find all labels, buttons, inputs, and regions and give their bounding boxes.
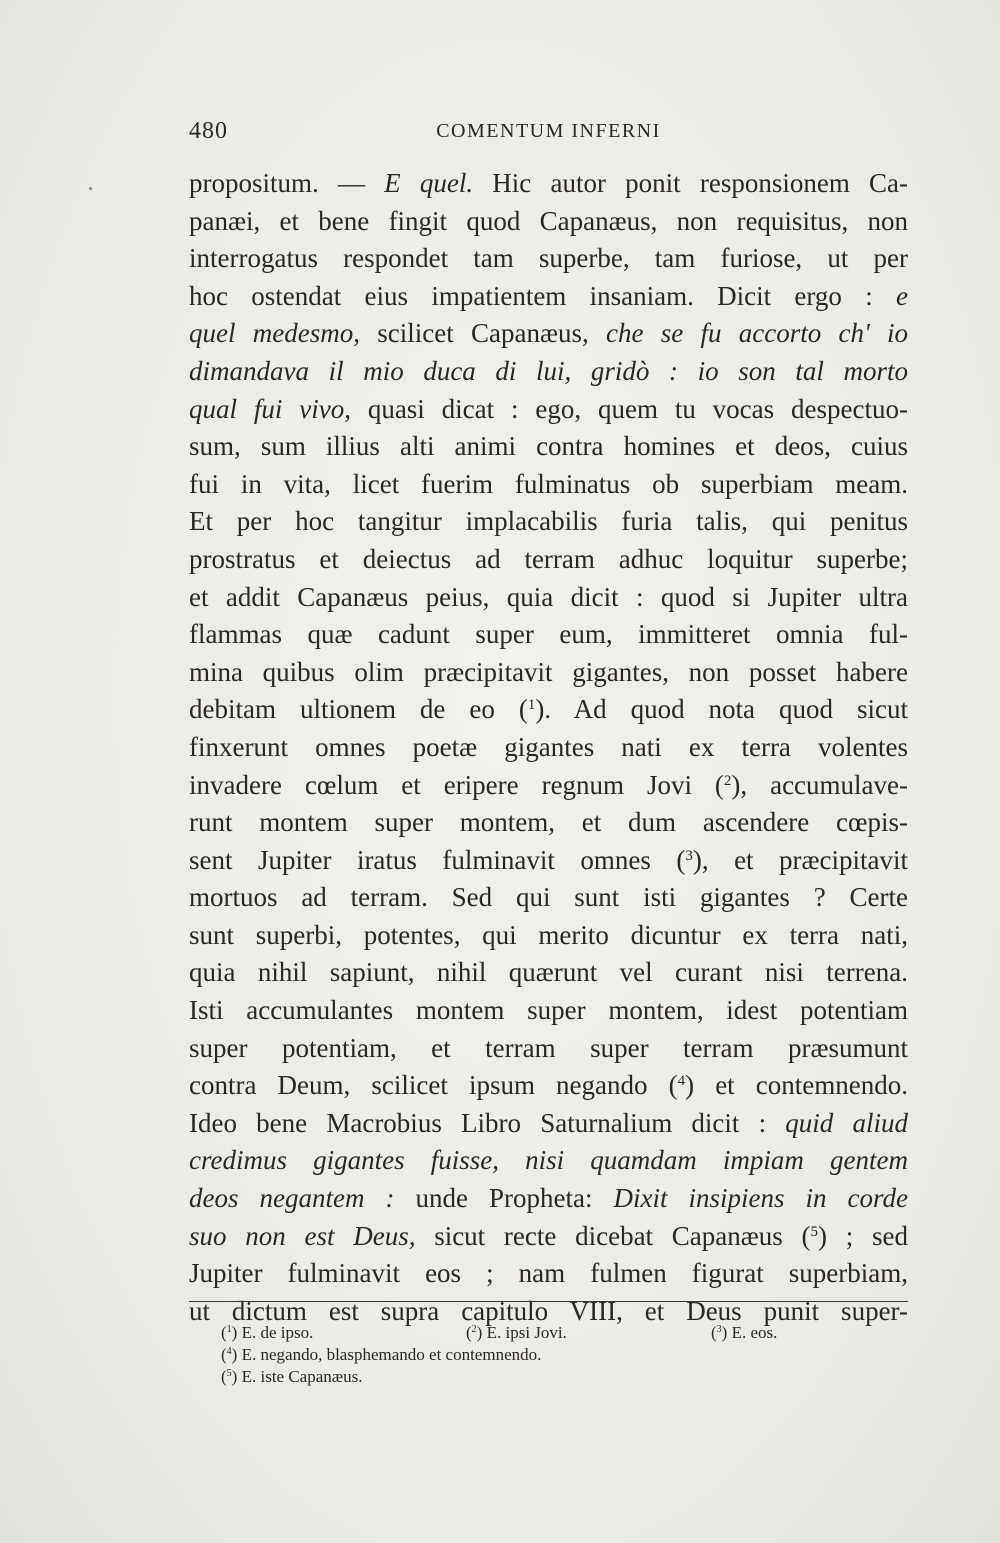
footnote-text: E. de ipso. [237,1323,314,1342]
text-line [189,541,908,579]
footnote-mark: 2 [471,1324,477,1335]
footnote-text: E. iste Capanæus. [237,1367,363,1386]
footnote-2: ($^2$) E. ipsi Jovi. [466,1323,567,1342]
text-line [189,691,908,729]
text-line [189,1180,908,1218]
text-line [189,428,908,466]
text-run: fui in vita, licet fuerim fulminatus ob superbiam meam. [189,468,908,499]
footnote-text: E. ipsi Jovi. [482,1323,567,1342]
text-run: sunt superbi, potentes, qui merito dicuntur ex terra nati, [189,919,908,950]
text-run: quia nihil sapiunt, nihil quærunt vel curant nisi terrena. [189,957,908,988]
text-line [189,278,908,316]
text-run: ), et præcipitavit [692,844,909,875]
footnote-rule [189,1301,908,1302]
text-run: hoc ostendat eius impatientem insaniam. Dicit ergo : [189,280,897,311]
text-line [189,917,908,955]
text-run: contra Deum, scilicet ipsum negando ( [189,1070,678,1101]
text-line [189,165,908,203]
text-run: sum, sum illius alti animi contra homines et deos, cuius [189,431,908,462]
text-line [189,1067,908,1105]
text-run: runt montem super montem, et dum ascendere cœpis- [189,807,908,838]
text-run: ), accumulave- [731,769,909,800]
running-head [189,118,908,148]
footnote-mark: 3 [716,1324,722,1335]
text-line [189,729,908,767]
italic-quote: che se fu accorto ch' io [605,318,908,349]
italic-quote: deos negantem : [189,1183,395,1214]
text-run: ut dictum est supra capitulo VIII, et Deus punit super- [189,1295,908,1326]
text-run: interrogatus respondet tam superbe, tam furiose, ut per [189,243,908,274]
footnote-1: ($^1$) E. de ipso. [221,1323,314,1342]
text-run: finxerunt omnes poetæ gigantes nati ex terra volentes [189,731,908,762]
italic-quote: dimandava il mio duca di lui, gridò : io son tal morto [189,355,908,386]
text-run: Jupiter fulminavit eos ; nam fulmen figurat superbiam, [189,1258,908,1289]
italic-quote: E quel. [384,168,474,198]
running-title: COMENTUM INFERNI [436,120,661,142]
text-run: ). Ad quod nota quod sicut [535,694,909,725]
text-run: unde Propheta: [394,1183,614,1214]
text-line [189,616,908,654]
text-run: ) et contemnendo. [685,1070,908,1101]
text-line [189,954,908,992]
text-line [189,315,908,353]
text-line [189,842,908,880]
text-run: prostratus et deiectus ad terram adhuc loquitur superbe; [189,543,908,574]
footnote-ref: 1 [527,697,536,714]
text-line [189,1255,908,1293]
footnote-ref: 3 [685,847,693,864]
text-run: propositum. — [189,168,385,198]
text-line [189,767,908,805]
text-line [189,466,908,504]
text-run: super potentiam, et terram super terram præsumunt [189,1032,908,1063]
footnote-5: ($^5$) E. iste Capanæus. [221,1367,363,1386]
footnote-ref: 2 [723,772,732,789]
margin-speck [89,187,92,190]
italic-quote: Dixit insipiens in corde [613,1183,909,1214]
footnote-mark: 5 [226,1368,232,1379]
text-line [189,1105,908,1143]
footnote-4: ($^4$) E. negando, blasphemando et contemnendo. [221,1345,542,1364]
text-run: flammas quæ cadunt super eum, immitteret omnia ful- [189,619,908,650]
footnote-row [221,1322,881,1344]
text-line [189,391,908,429]
italic-quote: suo non est Deus, [189,1220,416,1251]
text-run: mina quibus olim præcipitavit gigantes, non posset habere [189,656,908,687]
footnote-ref: 5 [810,1223,819,1240]
text-run: Hic autor ponit responsionem Ca- [473,168,908,198]
text-line [189,353,908,391]
text-line [189,203,908,241]
footnote-row [221,1344,881,1366]
body-text [189,165,908,1330]
italic-quote: qual fui vivo, [189,393,351,424]
text-run: invadere cœlum et eripere regnum Jovi ( [189,769,724,800]
text-run: panæi, et bene fingit quod Capanæus, non requisitus, non [189,205,908,236]
footnote-mark: 1 [226,1324,232,1335]
text-line [189,1142,908,1180]
text-run: Et per hoc tangitur implacabilis furia talis, qui penitus [189,506,908,537]
text-run: mortuos ad terram. Sed qui sunt isti gigantes ? Certe [189,882,908,913]
text-line [189,654,908,692]
footnote-3: ($^3$) E. eos. [711,1323,778,1342]
italic-quote: quid aliud [785,1107,909,1138]
text-run: Isti accumulantes montem super montem, idest potentiam [189,995,908,1026]
text-run: et addit Capanæus peius, quia dicit : quod si Jupiter ultra [189,581,908,612]
text-run: sicut recte dicebat Capanæus ( [415,1220,811,1251]
text-line [189,240,908,278]
footnote-text: E. negando, blasphemando et contemnendo. [237,1345,542,1364]
text-run: ) ; sed [818,1220,908,1251]
text-run: sent Jupiter iratus fulminavit omnes ( [189,844,686,875]
italic-quote: credimus gigantes fuisse, nisi quamdam impiam gentem [189,1145,908,1176]
italic-quote: e [896,280,908,311]
text-run: debitam ultionem de eo ( [189,694,528,725]
text-line [189,804,908,842]
text-line [189,503,908,541]
text-line [189,579,908,617]
text-line [189,879,908,917]
footnotes [221,1322,881,1388]
text-line [189,1030,908,1068]
text-line [189,992,908,1030]
footnote-row [221,1366,881,1388]
text-run: quasi dicat : ego, quem tu vocas despectuo- [350,393,908,424]
page-number: 480 [189,118,228,144]
footnote-mark: 4 [226,1346,232,1357]
footnote-ref: 4 [677,1073,686,1090]
footnote-text: E. eos. [727,1323,778,1342]
text-run: scilicet Capanæus, [359,318,606,349]
text-run: Ideo bene Macrobius Libro Saturnalium dicit : [189,1107,786,1138]
italic-quote: quel medesmo, [189,318,360,349]
text-line [189,1218,908,1256]
